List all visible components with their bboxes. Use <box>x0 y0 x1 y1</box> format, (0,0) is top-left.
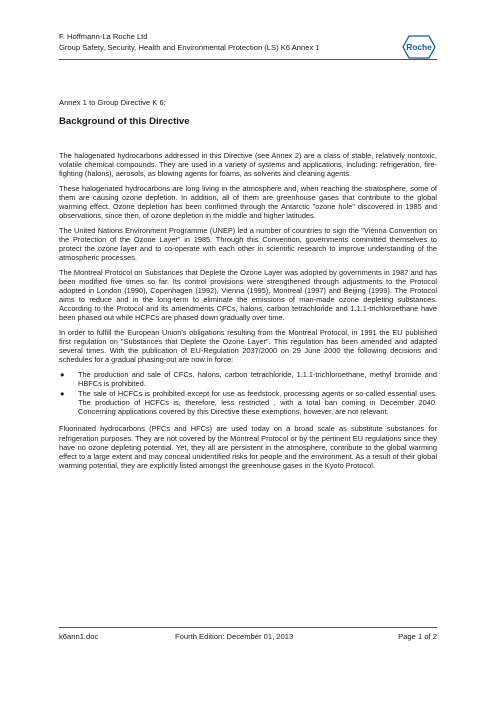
document-body <box>59 151 437 475</box>
footer-divider <box>59 627 437 628</box>
list-item <box>59 370 437 388</box>
header-department: Group Safety, Security, Health and Environmental Protection (LS) K6 Annex 1 <box>59 43 320 52</box>
footer-page-number: Page 1 of 2 <box>398 632 437 641</box>
footer-edition: Fourth Edition: December 01, 2013 <box>175 632 294 641</box>
paragraph: The Montreal Protocol on Substances that Deplete the Ozone Layer was adopted by governments in 1987 and has been modified five times so far. Its control provisions were strengthened through adjustments to the Protocol adopted in London (1990), Copenhagen (1992), Vienna (1995), Montreal (1997) and Beijing (1999). The Protocol aims to reduce and in the long-term to eliminate the emissions of man-made ozone depleting substances. According to the Protocol and its amendments CFCs, halons, carbon tetrachloride and 1.1.1-trichloroethane have been phased out while HCFCs are phased down gradually over time. <box>59 267 437 323</box>
header-divider <box>59 59 437 60</box>
footer-filename: k6ann1.doc <box>59 632 99 641</box>
bullet-icon: ● <box>60 389 65 399</box>
list-item-text: The production and sale of CFCs, halons, carbon tetrachloride, 1.1.1-trichloroethane, methyl bromide and HBFCs is prohibited. <box>78 369 437 389</box>
paragraph: Fluorinated hydrocarbons (PFCs and HFCs) are used today on a broad scale as substitute substances for refrigeration purposes. They are not covered by the Montreal Protocol or by the pertinent EU regulations since they have no ozone depleting potential. Yet, they all are persistent in the atmosphere, contribute to the global warming effect to a large extent and may conceal unidentified risks for people and the environment. As a result of their global warming potential, they are explicitly listed amongst the greenhouse gases in the Kyoto Protocol. <box>59 424 437 470</box>
paragraph: The halogenated hydrocarbons addressed in this Directive (see Annex 2) are a class of stable, relatively nontoxic, volatile chemical compounds. They are used in a variety of systems and applications, including: refrigeration, fire-fighting (halons), aerosols, as blowing agents for foams, as solvents and cleaning agents. <box>59 151 437 179</box>
paragraph: The United Nations Environment Programme (UNEP) led a number of countries to sign the "Vienna Convention on the Protection of the Ozone Layer" in 1985. Through this Convention, governments committed themselves to protect the ozone layer and to co-operate with each other in scientific research to improve understanding of the atmospheric processes. <box>59 225 437 263</box>
paragraph: In order to fulfill the European Union's obligations resulting from the Montreal Protocol, in 1991 the EU published first regulation on "Substances that Deplete the Ozone Layer". This regulation has been amended and adapted several times. With the publication of EU-Regulation 2037/2000 on 29 June 2000 the following decisions and schedules for a gradual phasing-out are now in force: <box>59 327 437 365</box>
bullet-icon: ● <box>60 369 65 379</box>
svg-text:Roche: Roche <box>406 42 432 53</box>
page-title: Background of this Directive <box>59 116 190 127</box>
list-item <box>59 389 437 416</box>
paragraph: These halogenated hydrocarbons are long living in the atmosphere and, when reaching the stratosphere, some of them are causing ozone depletion. In addition, all of them are greenhouse gases that contribute to the global warming effect. Ozone depletion has been confirmed through the Antarctic "ozone hole" discovered in 1985 and observations, since then, of ozone depletion in the middle and higher latitudes. <box>59 183 437 221</box>
bullet-list <box>59 370 437 416</box>
annex-reference: Annex 1 to Group Directive K 6: <box>59 98 166 107</box>
roche-logo <box>402 35 436 59</box>
list-item-text: The sale of HCFCs is prohibited except for use as feedstock, processing agents or so-called essential uses. The production of HCFCs is, therefore, less restricted , with a total ban coming in December 2040. Concerning applications covered by this Directive these exemptions, however, are not relevant. <box>78 389 437 417</box>
header-company: F. Hoffmann-La Roche Ltd <box>59 32 148 41</box>
